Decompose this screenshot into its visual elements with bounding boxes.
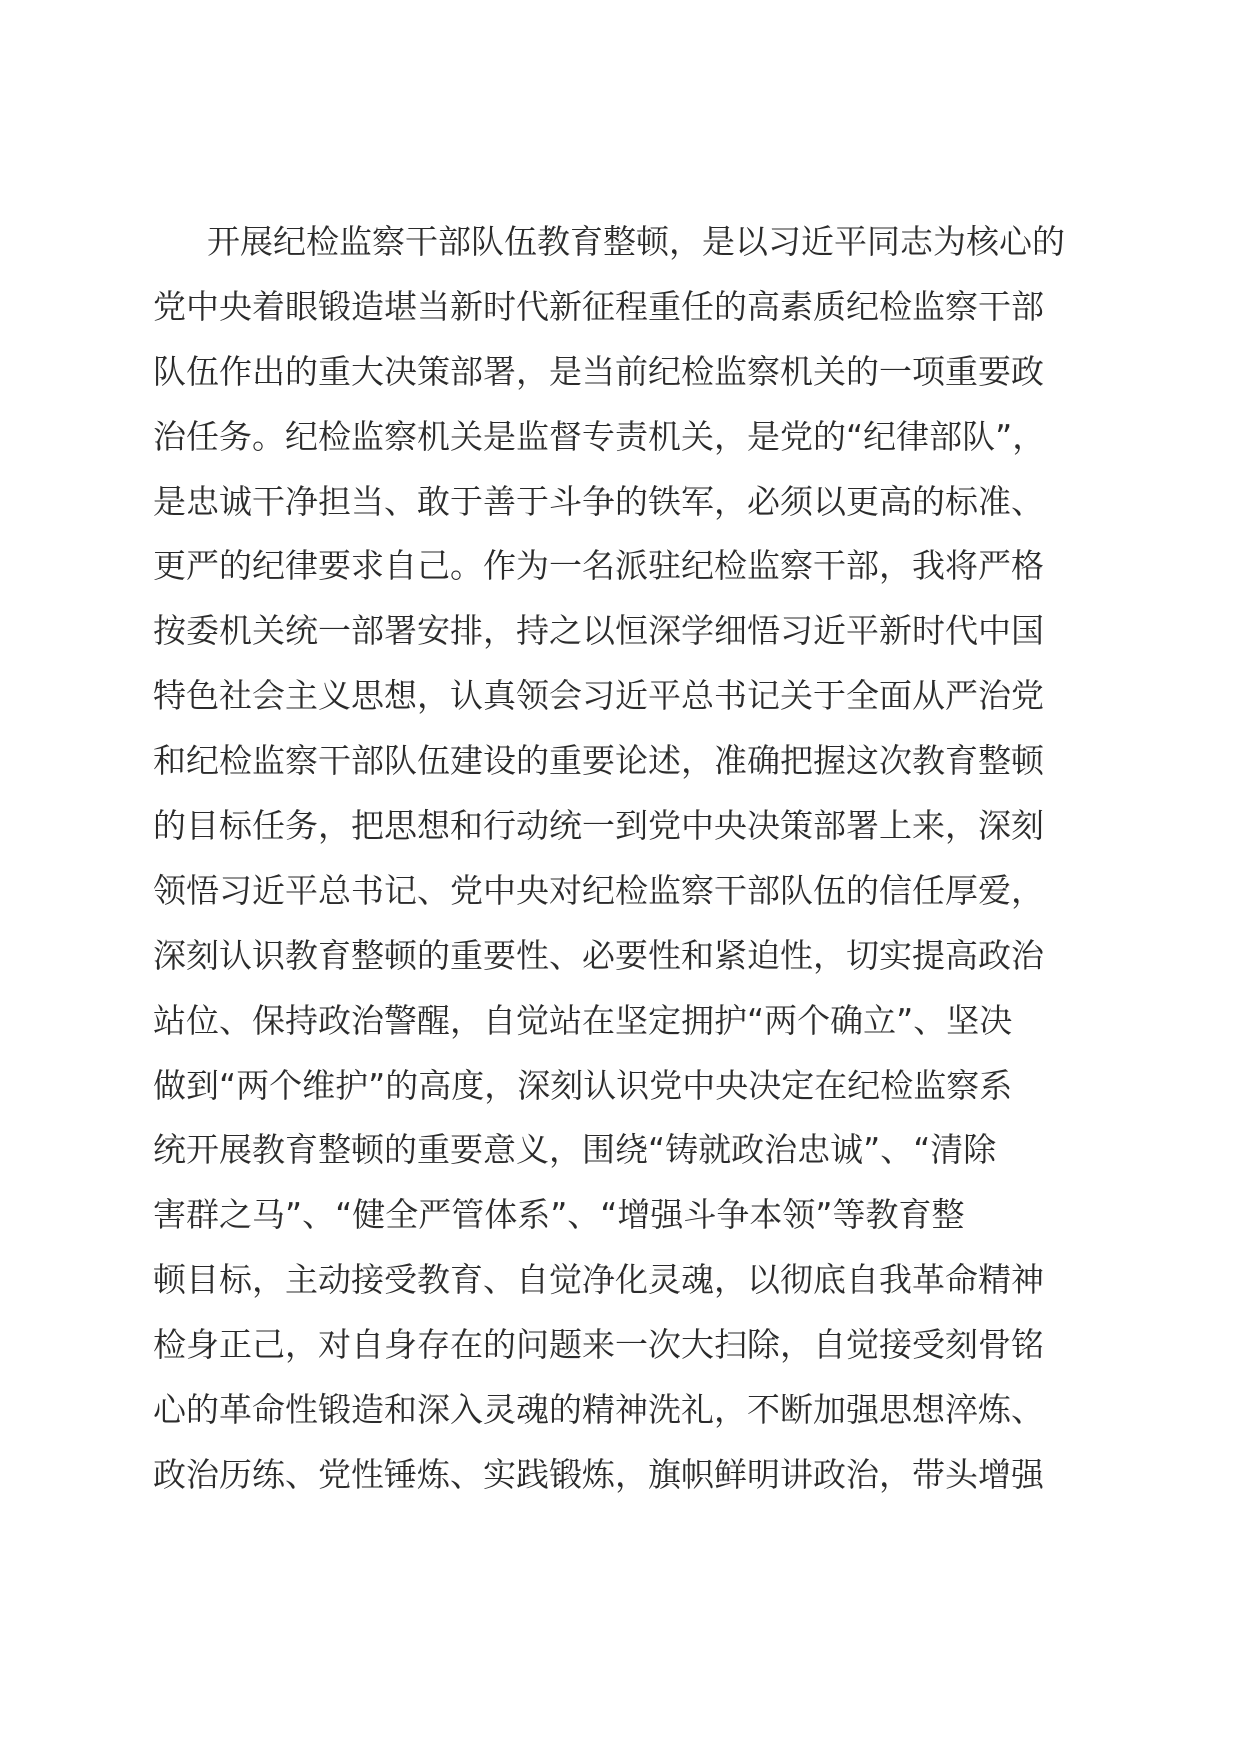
paragraph-line: 心的革命性锻造和深入灵魂的精神洗礼，不断加强思想淬炼、 (153, 1390, 1044, 1430)
paragraph-line: 队伍作出的重大决策部署，是当前纪检监察机关的一项重要政 (153, 351, 1044, 391)
paragraph-line: 是忠诚干净担当、敢于善于斗争的铁军，必须以更高的标准、 (153, 481, 1044, 521)
paragraph-line: 更严的纪律要求自己。作为一名派驻纪检监察干部，我将严格 (153, 546, 1044, 586)
paragraph-line: 害群之马”、“健全严管体系”、“增强斗争本领”等教育整 (153, 1195, 965, 1235)
paragraph-line: 特色社会主义思想，认真领会习近平总书记关于全面从严治党 (153, 676, 1044, 716)
paragraph-line: 顿目标，主动接受教育、自觉净化灵魂，以彻底自我革命精神 (153, 1260, 1044, 1300)
body-paragraph (153, 210, 1093, 1508)
paragraph-line: 领悟习近平总书记、党中央对纪检监察干部队伍的信任厚爱， (153, 870, 1044, 910)
paragraph-line: 和纪检监察干部队伍建设的重要论述，准确把握这次教育整顿 (153, 741, 1044, 781)
paragraph-line: 党中央着眼锻造堪当新时代新征程重任的高素质纪检监察干部 (153, 286, 1044, 326)
paragraph-line: 按委机关统一部署安排，持之以恒深学细悟习近平新时代中国 (153, 611, 1044, 651)
paragraph-line: 政治历练、党性锤炼、实践锻炼，旗帜鲜明讲政治，带头增强 (153, 1454, 1044, 1494)
paragraph-line: 统开展教育整顿的重要意义，围绕“铸就政治忠诚”、“清除 (153, 1130, 997, 1170)
paragraph-line: 做到“两个维护”的高度，深刻认识党中央决定在纪检监察系 (153, 1065, 1013, 1105)
paragraph-line: 检身正己，对自身存在的问题来一次大扫除，自觉接受刻骨铭 (153, 1325, 1044, 1365)
paragraph-line: 深刻认识教育整顿的重要性、必要性和紧迫性，切实提高政治 (153, 935, 1044, 975)
paragraph-line: 治任务。纪检监察机关是监督专责机关，是党的“纪律部队”， (153, 416, 1046, 456)
paragraph-line: 的目标任务，把思想和行动统一到党中央决策部署上来，深刻 (153, 806, 1044, 846)
paragraph-line: 站位、保持政治警醒，自觉站在坚定拥护“两个确立”、坚决 (153, 1000, 1013, 1040)
paragraph-line: 开展纪检监察干部队伍教育整顿，是以习近平同志为核心的 (207, 222, 1065, 261)
